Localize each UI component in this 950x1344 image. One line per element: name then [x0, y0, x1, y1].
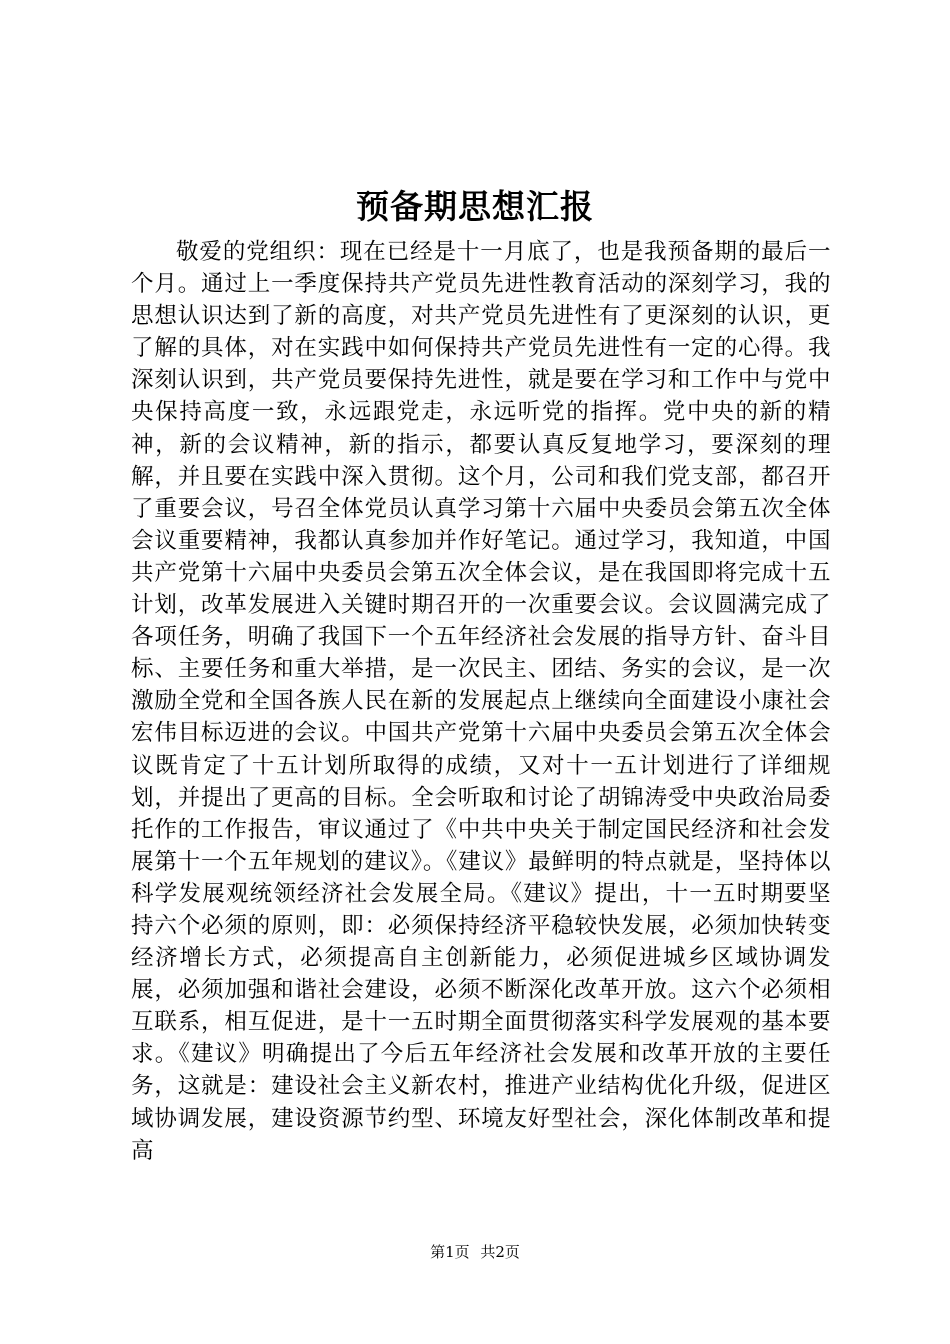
document-title: 预备期思想汇报 [356, 187, 594, 226]
footer-current-page: 第1页 [430, 1243, 470, 1261]
footer-total-pages: 共2页 [480, 1243, 520, 1261]
document-body-paragraph: 敬爱的党组织：现在已经是十一月底了，也是我预备期的最后一个月。通过上一季度保持共产党员先进性教育活动的深刻学习，我的思想认识达到了新的高度，对共产党员先进性有了更深刻的认识，更了解的具体，对在实践中如何保持共产党员先进性有一定的心得。我深刻认识到，共产党员要保持先进性，就是要在学习和工作中与党中央保持高度一致，永远跟党走，永远听党的指挥。党中央的新的精神，新的会议精神，新的指示，都要认真反复地学习，要深刻的理解，并且要在实践中深入贯彻。这个月，公司和我们党支部，都召开了重要会议，号召全体党员认真学习第十六届中央委员会第五次全体会议重要精神，我都认真参加并作好笔记。通过学习，我知道，中国共产党第十六届中央委员会第五次全体会议，是在我国即将完成十五计划，改革发展进入关键时期召开的一次重要会议。会议圆满完成了各项任务，明确了我国下一个五年经济社会发展的指导方针、奋斗目标、主要任务和重大举措，是一次民主、团结、务实的会议，是一次激励全党和全国各族人民在新的发展起点上继续向全面建设小康社会宏伟目标迈进的会议。中国共产党第十六届中央委员会第五次全体会议既肯定了十五计划所取得的成绩，又对十一五计划进行了详细规划，并提出了更高的目标。全会听取和讨论了胡锦涛受中央政治局委托作的工作报告，审议通过了《中共中央关于制定国民经济和社会发展第十一个五年规划的建议》。《建议》最鲜明的特点就是，坚持体以科学发展观统领经济社会发展全局。《建议》提出，十一五时期要坚持六个必须的原则，即：必须保持经济平稳较快发展，必须加快转变经济增长方式，必须提高自主创新能力，必须促进城乡区域协调发展，必须加强和谐社会建设，必须不断深化改革开放。这六个必须相互联系，相互促进，是十一五时期全面贯彻落实科学发展观的基本要求。《建议》明确提出了今后五年经济社会发展和改革开放的主要任务，这就是：建设社会主义新农村，推进产业结构优化升级，促进区域协调发展，建设资源节约型、环境友好型社会，深化体制改革和提高 [131, 239, 831, 1164]
page-footer [0, 1240, 950, 1264]
